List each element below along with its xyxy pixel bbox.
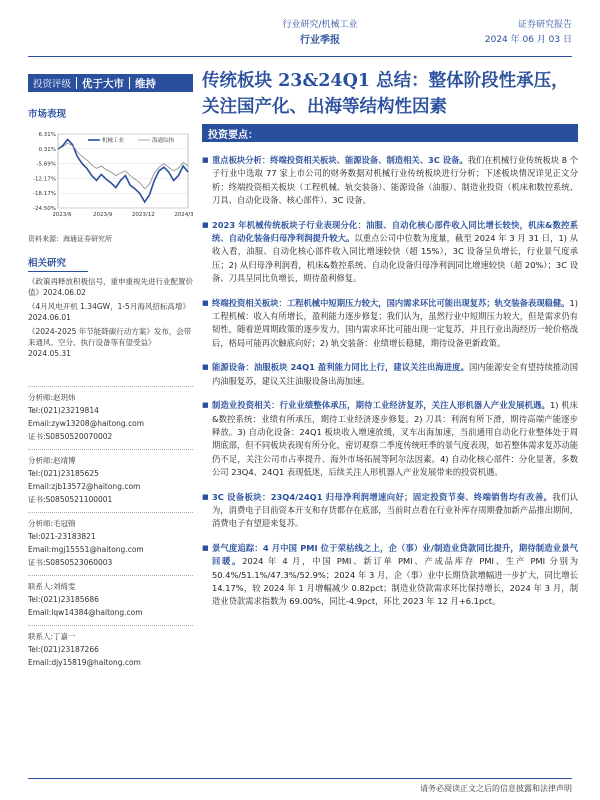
key-point (202, 399, 578, 479)
key-point-heading: 制造业投资相关：行业业绩整体承压，期待工业经济复苏，关注人形机器人产业发展机遇。 (212, 400, 550, 411)
key-point (202, 491, 578, 531)
header-right (485, 18, 572, 48)
key-points-list (202, 154, 578, 620)
key-point-heading: 景气度追踪：4 月中国 PMI 位于荣枯线之上，企（事）业/制造业贷款同比提升，期待制造业景气回暖。 (212, 542, 578, 567)
analyst-card (28, 625, 193, 669)
chart-ytick-label: -24.50% (33, 206, 56, 212)
chart-ytick-label: -5.69% (36, 161, 56, 168)
key-point-heading: 3C 设备板块：23Q4/24Q1 归母净利润增速向好；固定投资节奏、终端销售均有改善。 (212, 491, 553, 502)
header-divider (28, 56, 572, 57)
related-item[interactable]: 《政策再释放积极信号，重申重视先进行业配置价值》2024.06.02 (28, 277, 193, 297)
analyst-tel: Tel:021-23183821 (28, 532, 96, 541)
related-section-title: 相关研究 (28, 255, 88, 272)
analyst-email[interactable]: Email:djy15819@haitong.com (28, 658, 141, 667)
header-type: 行业季报 (300, 35, 340, 46)
header-category: 行业研究/机械工业 (282, 20, 358, 30)
chart-xtick-label: 2024/3 (174, 212, 193, 218)
analyst-card (28, 449, 193, 506)
rating-value: 优于大市 (82, 77, 125, 90)
analyst-card (28, 575, 193, 619)
header-center (265, 18, 375, 48)
report-title: 传统板块 23&24Q1 总结：整体阶段性承压，关注国产化、出海等结构性因素 (202, 71, 569, 117)
key-point-heading: 能源设备：油服板块 24Q1 盈利能力同比上行，建议关注出海进度。 (212, 362, 469, 373)
key-point-text: 国内能源安全有望持续推动国内油服复苏，建议关注油服设备出海加速。 (212, 362, 578, 386)
key-point (202, 542, 578, 609)
chart-legend-label: 机械工业 (102, 138, 125, 144)
chart-series-line (58, 143, 188, 189)
analyst-list (28, 386, 193, 675)
analyst-tel: Tel:(021)23187266 (28, 645, 99, 654)
analyst-name: 分析师:赵玥炜 (28, 393, 76, 402)
key-point-heading: 2023 年机械传统板块子行业表现分化：油服、自动化核心部件收入同比增长较快，机床&数控系统、自动化装备归母净利润提升较大。 (212, 219, 578, 244)
market-section-title: 市场表现 (28, 109, 67, 120)
analyst-name: 分析师:赵靖博 (28, 456, 76, 465)
rating-bar (28, 74, 193, 92)
analyst-tel: Tel:(021)23219814 (28, 406, 99, 415)
key-point-text: 1) 工程机械：收入有所增长，盈利能力逐步修复；我们认为，虽然行业中短期压力较大，但是需求仍有韧性，随着逆周期政策的逐步发力，国内需求环比可能出现一定复苏，并且行业出海经历一轮价格战后，格局可能再次触底向好；2) 轨交装备：业绩增长稳健，期待设备更新政策。 (212, 297, 578, 348)
key-point (202, 297, 578, 351)
analyst-tel: Tel:(021)23185686 (28, 595, 99, 604)
key-point-text: 2024 年 4 月，中国 PMI、新订单 PMI、产成品库存 PMI、生产 PMI 分别为 50.4%/51.1%/47.3%/52.9%；2024 年 3 月，企（事）业中长期贷款增幅进一步扩大，同比增长 14.17%，较 2024 年 1 月增幅减少 0.82pct；制造业贷款需求环比保持增长，2024 年 3 月，制造业贷款需求指数为 69.00%，同比-4.9pct，环比 2023 年 12 月+6.1pct。 (212, 556, 578, 607)
chart-ytick-label: -18.17% (33, 191, 56, 198)
key-points-heading: 投资要点： (202, 124, 578, 142)
analyst-tel: Tel:(021)23185625 (28, 469, 99, 478)
analyst-card (28, 512, 193, 569)
chart-source: 资料来源：海通证券研究所 (28, 235, 112, 243)
key-point-text: 1) 机床&数控系统：业绩有所承压，期待工业经济逐步修复。2) 刀具：利润有所下滑，期待高端产能逐步释放。3) 自动化设备：24Q1 板块收入增速放缓，叉车出海加速，当前通用自动化行业整体处于周期底部，但不同板块表现有所分化，密切观察二季度传统旺季的景气度表现，如若整体需求复苏动能仍不足，关注公司市占率提升、海外市场拓展等阿尔法因素。4) 自动化核心部件：分化显著，多数公司 23Q4、24Q1 表现低迷，后续关注人形机器人产业发展带来的投资机遇。 (212, 400, 578, 478)
chart-ytick-label: -12.17% (33, 176, 56, 183)
key-point (202, 219, 578, 286)
footer-disclaimer[interactable]: 请务必阅读正文之后的信息披露和法律声明 (420, 784, 572, 793)
footer-divider (28, 778, 572, 779)
key-point-text: 我们认为，消费电子目前资本开支和存货都存在底部，当前时点看在行业补库存周期叠加新产品推出期间，消费电子有望迎来复苏。 (212, 491, 578, 529)
market-chart-svg (28, 128, 193, 220)
related-item[interactable]: 《2024-2025 年节能降碳行动方案》发布，会带来通风、空分、执行设备等有望受益》2024.05.31 (28, 327, 192, 358)
analyst-name: 联系人:刘绮雯 (28, 582, 76, 591)
market-chart (28, 128, 193, 220)
analyst-email[interactable]: Email:mgj15551@haitong.com (28, 545, 144, 554)
analyst-name: 分析师:毛冠锦 (28, 519, 76, 528)
analyst-email[interactable]: Email:zjb13572@haitong.com (28, 482, 141, 491)
rating-label: 投资评级 (33, 79, 72, 90)
key-point (202, 361, 578, 388)
analyst-email[interactable]: Email:zyw13208@haitong.com (28, 419, 145, 428)
key-point (202, 154, 578, 208)
analyst-email[interactable]: Email:lqw14384@haitong.com (28, 608, 143, 617)
analyst-name: 联系人:丁嘉一 (28, 632, 76, 641)
analyst-cert: 证书:S0850521100001 (28, 495, 113, 504)
chart-xtick-label: 2023/12 (131, 212, 155, 218)
key-point-text: 我们在机械行业传统板块 8 个子行业中选取 77 家上市公司的财务数据对机械行业传统板块进行分析；下述板块情况详见正文分析：终端投资相关板块（工程机械、轨交装备）、能源设备（油服）、制造业投资（机床和数控系统、刀具、自动化设备、核心部件）、3C 设备。 (212, 155, 578, 206)
analyst-cert: 证书:S0850523060003 (28, 558, 113, 567)
header-date: 2024 年 06 月 03 日 (484, 35, 572, 45)
key-point-text: 以重点公司中位数为度量，截至 2024 年 3 月 31 日，1) 从收入看，油服、自动化核心部件收入同比增速较快（超 15%），3C 设备呈负增长，行业景气度承压；2) 从归母净利润看，机床&数控系统、自动化设备归母净利润同比增速较快（超 20%）；3C 设备、刀具呈同比负增长，期待盈利修复。 (212, 233, 578, 284)
related-research (28, 255, 193, 362)
chart-legend-label: 海通综指 (152, 138, 175, 144)
chart-ytick-label: 6.31% (38, 132, 56, 138)
chart-xtick-label: 2023/6 (52, 212, 72, 218)
market-section-title-wrap (28, 106, 193, 120)
analyst-cert: 证书:S0850520070002 (28, 432, 113, 441)
related-item[interactable]: 《4月风电开机 1.34GW，1-5月海风招标高增》2024.06.01 (28, 302, 190, 322)
key-point-heading: 终端投资相关板块：工程机械中短期压力较大，国内需求环比可能出现复苏；轨交装备表现稳健。 (212, 297, 570, 308)
key-point-heading: 重点板块分析：终端投资相关板块、能源设备、制造相关、3C 设备。 (212, 155, 468, 165)
header-doc-label: 证券研究报告 (517, 20, 572, 30)
analyst-card (28, 386, 193, 443)
chart-ytick-label: 0.31% (38, 146, 56, 153)
rating-action: 维持 (135, 77, 157, 90)
chart-xtick-label: 2023/9 (92, 212, 113, 218)
